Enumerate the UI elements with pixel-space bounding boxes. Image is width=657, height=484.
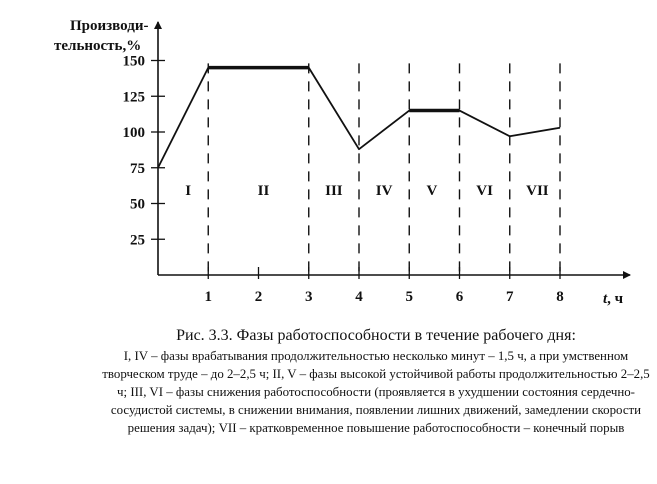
x-tick-label: 4 <box>355 289 363 305</box>
phase-label: IV <box>375 183 393 199</box>
phase-label: V <box>426 183 438 199</box>
y-tick-label: 150 <box>122 53 145 70</box>
y-axis-label-line2: тельность,% <box>54 38 142 54</box>
phase-label: II <box>257 183 270 199</box>
phase-label: III <box>325 183 343 199</box>
figure-caption <box>100 327 652 437</box>
y-axis-label-line1: Производи- <box>70 18 149 34</box>
x-axis-label <box>603 291 624 307</box>
y-tick-label: 75 <box>130 160 145 177</box>
tick-labels <box>123 54 564 306</box>
x-axis-label-unit: , ч <box>607 291 624 307</box>
caption-body: I, IV – фазы врабатывания продолжительностью несколько минут – 1,5 ч, а при умственном творческом труде – до 2–2,5 ч; II, V – фазы высокой устойчивой работы продолжительностью 2–2,5 ч; III, VI – фазы снижения работоспособности (проявляется в ухудшении состояния сердечно-сосудистой системы, в снижении внимания, появлении лишних движений, замедлении скорости решения задач); VII – кратковременное повышение работоспособности – конечный порыв <box>102 349 650 435</box>
phase-boundaries <box>208 63 560 275</box>
phase-labels <box>185 183 549 199</box>
x-tick-label: 1 <box>204 289 212 305</box>
axes <box>151 22 630 279</box>
caption-title: Рис. 3.3. Фазы работоспособности в течение рабочего дня: <box>176 327 576 344</box>
phase-label: VII <box>526 183 549 199</box>
y-tick-label: 100 <box>122 125 145 141</box>
x-axis-label-var: t <box>603 291 608 307</box>
y-tick-label: 125 <box>122 89 145 106</box>
y-tick-label: 50 <box>130 196 145 213</box>
x-tick-label: 6 <box>455 289 464 305</box>
x-tick-label: 3 <box>305 289 313 305</box>
phase-label: I <box>185 183 192 199</box>
x-tick-label: 2 <box>254 289 263 305</box>
x-tick-label: 5 <box>405 289 413 305</box>
y-tick-label: 25 <box>130 232 145 249</box>
x-tick-label: 8 <box>556 289 564 305</box>
phase-label: VI <box>476 183 493 199</box>
x-tick-label: 7 <box>506 289 514 305</box>
